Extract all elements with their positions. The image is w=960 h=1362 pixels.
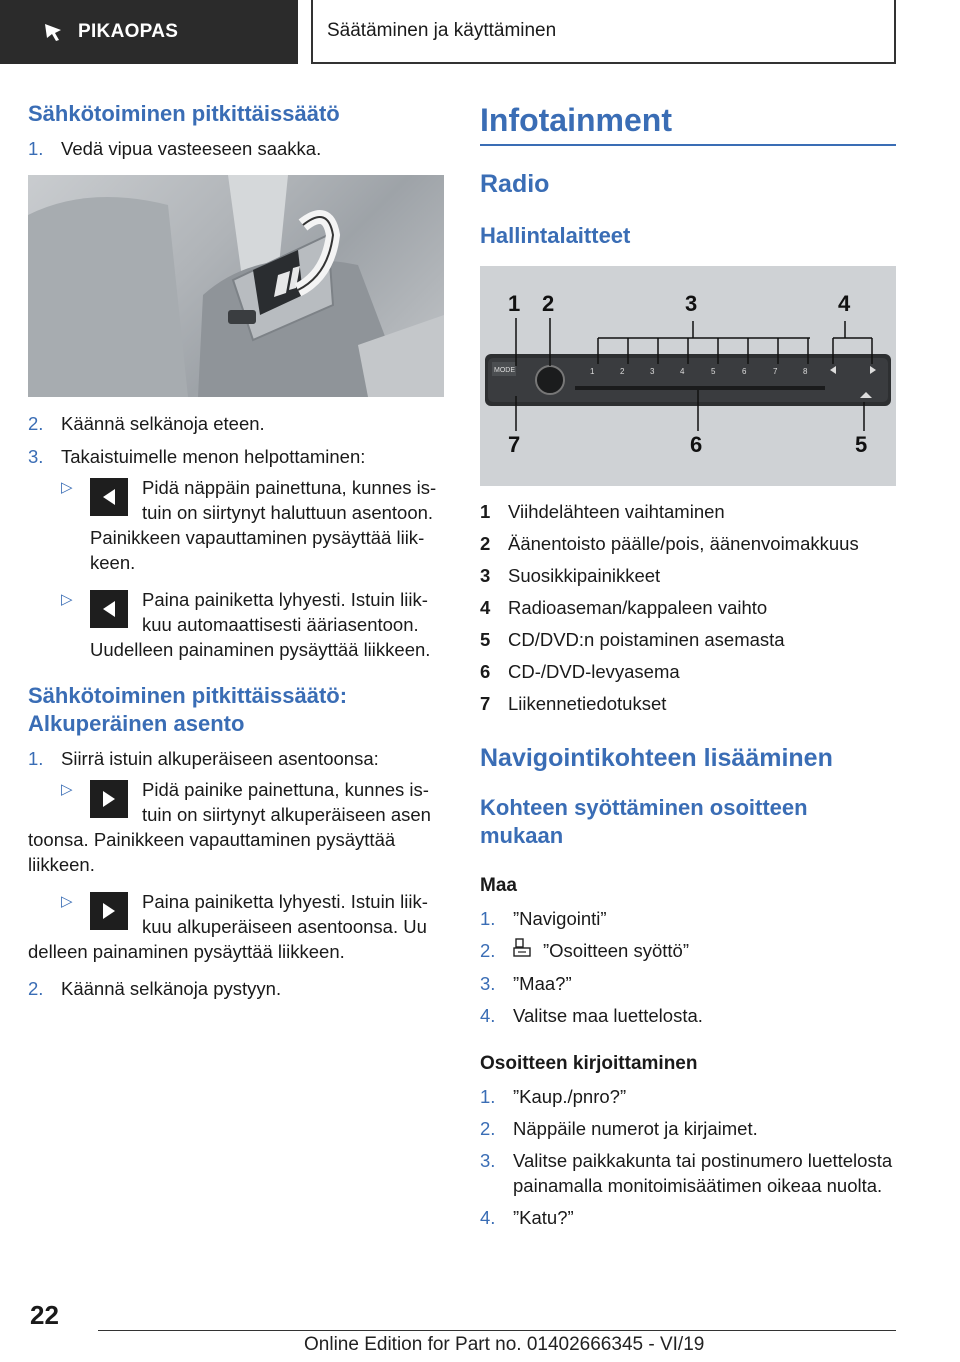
svg-text:4: 4 [680,367,685,376]
substep-press-original: ▷ Paina painiketta lyhyesti. Istuin liikkuu alkuperäiseen asentoonsa. Uu delleen painaminen pysäyttää liikkeen. [28,891,428,962]
address-entry-icon [513,938,535,964]
radio-panel-illustration [480,266,896,486]
button-left-icon [90,478,128,516]
svg-text:5: 5 [711,367,716,376]
radio-heading: Radio [480,170,550,198]
svg-text:MODE: MODE [494,367,515,374]
substep-press: ▷ Paina painiketta lyhyesti. Istuin liikkuu automaattisesti ääriasentoon. Uudelleen painaminen pysäyttää liikkeen. [61,589,431,660]
button-right-icon [90,892,128,930]
caption-item: 1 Viihdelähteen vaihtaminen [480,501,725,522]
svg-text:3: 3 [650,367,655,376]
address-heading: Kohteen syöttäminen osoitteen mukaan [480,795,808,848]
caption-item: 6 CD-/DVD-levyasema [480,661,680,682]
bullet-triangle-icon: ▷ [61,781,73,798]
button-left-icon [90,590,128,628]
bullet-triangle-icon: ▷ [61,591,73,608]
svg-text:1: 1 [590,367,595,376]
left-column [28,100,444,1001]
radio-panel-drawing [480,266,896,486]
svg-text:6: 6 [742,367,747,376]
svg-text:8: 8 [803,367,808,376]
caption-item: 7 Liikennetiedotukset [480,693,667,714]
country-step: 2. ”Osoitteen syöttö” [480,938,896,964]
nav-heading: Navigointikohteen lisääminen [480,744,833,772]
svg-text:4: 4 [838,291,851,316]
svg-text:5: 5 [855,432,868,457]
page-number: 22 [30,1300,59,1330]
button-right-icon [90,780,128,818]
caption-item: 3 Suosikkipainikkeet [480,565,661,586]
title-rule [480,144,896,146]
substep-hold: ▷ Pidä näppäin painettuna, kunnes istuin on siirtynyt haluttuun asentoon. Painikkeen vapauttaminen pysäyttää liikkeen. [61,477,437,573]
write-step: 4. ”Katu?” [480,1207,574,1228]
caption-item: 4 Radioaseman/kappaleen vaihto [480,597,768,618]
country-heading: Maa [480,875,517,896]
step-1: 1. Vedä vipua vasteeseen saakka. [28,138,322,159]
svg-text:2: 2 [542,291,555,316]
bullet-triangle-icon: ▷ [61,479,73,496]
write-heading: Osoitteen kirjoittaminen [480,1053,698,1074]
quick-guide-icon [42,21,64,43]
svg-text:7: 7 [773,367,778,376]
controls-heading: Hallintalaitteet [480,223,631,248]
seat-lever-photo [28,175,444,397]
heading-original-position: Sähkötoiminen pitkittäissäätö: Alkuperäinen asento [28,683,348,736]
caption-item: 5 CD/DVD:n poistaminen asemasta [480,629,785,650]
write-step: 2. Näppäile numerot ja kirjaimet. [480,1118,758,1139]
write-step: 1. ”Kaup./pnro?” [480,1086,627,1107]
right-column [480,100,896,1230]
footer-rule [98,1330,896,1331]
step-3: 3. Takaistuimelle menon helpottaminen: [28,446,366,467]
write-step: 3. Valitse paikkakunta tai postinumero luettelosta painamalla monitoimisäätimen oikeaa nuolta. [480,1150,893,1196]
header-tab[interactable] [0,0,298,64]
bullet-triangle-icon: ▷ [61,893,73,910]
header-tab-label: PIKAOPAS [78,21,179,42]
country-step: 1. ”Navigointi” [480,908,607,929]
substep-hold-original: ▷ Pidä painike painettuna, kunnes istuin on siirtynyt alkuperäiseen asen toonsa. Painikkeen vapauttaminen pysäyttää liikkeen. [28,779,431,875]
country-step: 4. Valitse maa luettelosta. [480,1005,703,1026]
section-title [311,0,896,64]
seat-illustration [28,175,444,397]
country-step: 3. ”Maa?” [480,973,572,994]
step-b1: 1. Siirrä istuin alkuperäiseen asentoonsa: [28,748,379,769]
caption-item: 2 Äänentoisto päälle/pois, äänenvoimakkuus [480,533,859,554]
heading-longitudinal: Sähkötoiminen pitkittäissäätö [28,101,340,126]
captions-list [480,496,896,720]
svg-text:1: 1 [508,291,521,316]
section-title-text: Säätäminen ja käyttäminen [327,20,557,41]
svg-text:7: 7 [508,432,521,457]
svg-text:6: 6 [690,432,703,457]
step-2: 2. Käännä selkänoja eteen. [28,413,265,434]
step-b2: 2. Käännä selkänoja pystyyn. [28,978,282,999]
svg-text:2: 2 [620,367,625,376]
infotainment-title: Infotainment [480,102,672,138]
edition-text: Online Edition for Part no. 01402666345 - VI/19 [304,1334,705,1355]
svg-text:3: 3 [685,291,698,316]
